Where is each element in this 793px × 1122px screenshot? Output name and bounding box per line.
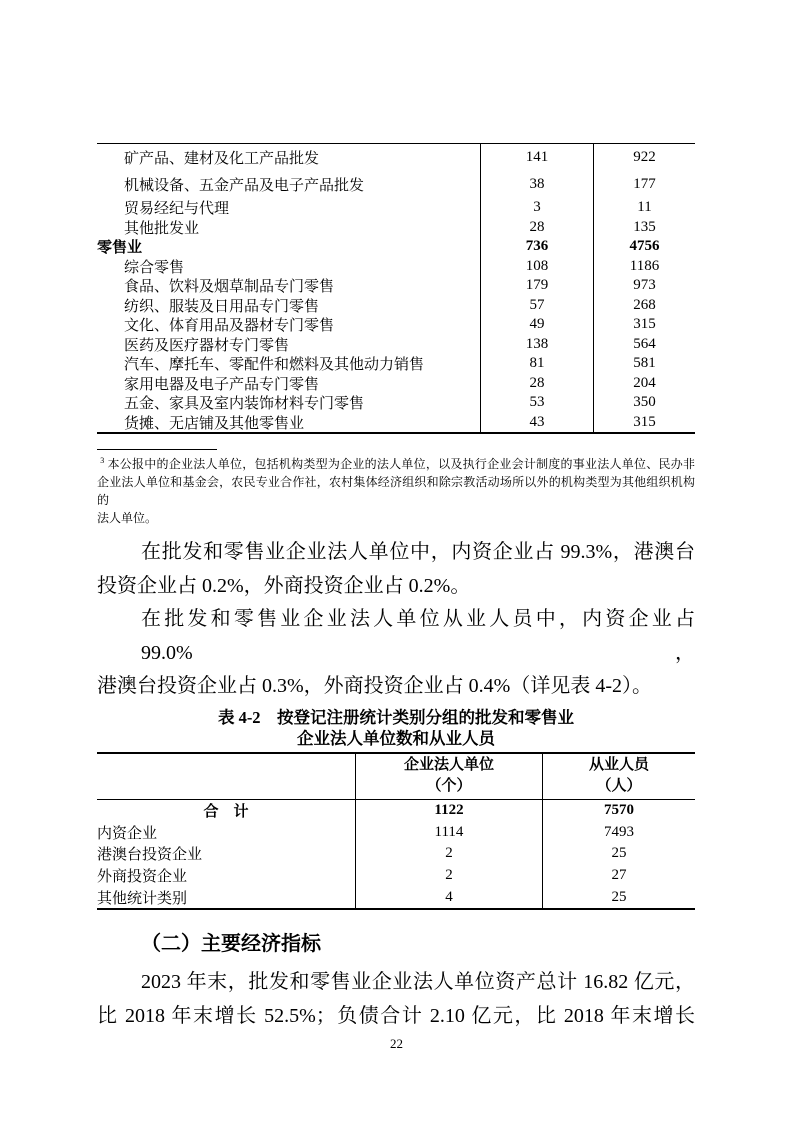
body-paragraph — [97, 966, 695, 1033]
body-paragraph — [97, 603, 695, 704]
page-content — [97, 143, 695, 1033]
footnote-line: 法人单位。 — [97, 511, 158, 525]
row-label: 外商投资企业 — [97, 869, 188, 886]
table-header-row — [97, 754, 695, 800]
header-empty-cell — [97, 754, 355, 799]
units-cell: 38 — [480, 171, 593, 198]
page-number: 22 — [390, 1036, 403, 1051]
units-cell: 57 — [480, 296, 593, 316]
table-row — [97, 144, 695, 171]
table-row — [97, 887, 695, 909]
persons-cell: 4756 — [593, 237, 695, 257]
units-cell: 49 — [480, 315, 593, 335]
persons-cell: 177 — [593, 171, 695, 198]
paragraph-line: 2023 年末，批发和零售业企业法人单位资产总计 16.82 亿元， — [141, 971, 695, 994]
persons-cell: 922 — [593, 144, 695, 171]
row-label: 综合零售 — [124, 259, 185, 276]
units-cell: 53 — [480, 393, 593, 413]
table-row — [97, 335, 695, 355]
units-cell: 4 — [355, 887, 542, 909]
units-cell: 1114 — [355, 821, 542, 843]
paragraph-line: 投资企业占 0.2%，外商投资企业占 0.2%。 — [97, 574, 471, 597]
row-label: 内资企业 — [97, 825, 158, 842]
units-cell: 1122 — [355, 800, 542, 822]
paragraph-line: 在批发和零售业企业法人单位中，内资企业占 99.3%，港澳台 — [141, 541, 695, 563]
header-text: 从业人员 — [588, 757, 649, 773]
paragraph-line: 比 2018 年末增长 52.5%；负债合计 2.10 亿元，比 2018 年末增长 — [97, 1004, 695, 1027]
header-text: （人） — [596, 778, 642, 794]
table-row-retail-total — [97, 237, 695, 257]
table-row — [97, 218, 695, 238]
row-label: 货摊、无店铺及其他零售业 — [124, 415, 305, 432]
persons-cell: 135 — [593, 218, 695, 238]
header-text: 企业法人单位 — [403, 757, 494, 773]
row-label: 贸易经纪与代理 — [124, 201, 230, 218]
table-row — [97, 413, 695, 433]
footnote — [97, 452, 695, 527]
table-row — [97, 374, 695, 394]
row-label: 纺织、服装及日用品专门零售 — [124, 298, 320, 315]
row-label: 医药及医疗器材专门零售 — [124, 337, 290, 354]
table-row — [97, 843, 695, 865]
row-label: 零售业 — [97, 240, 143, 257]
body-paragraph — [97, 536, 695, 603]
table-row — [97, 296, 695, 316]
persons-cell: 973 — [593, 276, 695, 296]
persons-cell: 350 — [593, 393, 695, 413]
table-4-2-title — [97, 707, 695, 750]
persons-cell: 315 — [593, 315, 695, 335]
header-text: （个） — [426, 778, 472, 794]
industry-table — [97, 143, 695, 434]
units-cell: 736 — [480, 237, 593, 257]
units-cell: 108 — [480, 257, 593, 277]
units-cell: 141 — [480, 144, 593, 171]
row-label: 其他批发业 — [124, 220, 200, 237]
row-label: 文化、体育用品及器材专门零售 — [124, 318, 335, 335]
footnote-text: 本公报中的企业法人单位，包括机构类型为企业的法人单位，以及执行企业会计制度的事业法人单位、民办非 — [107, 457, 695, 471]
persons-cell: 581 — [593, 354, 695, 374]
persons-cell: 315 — [593, 413, 695, 433]
persons-cell: 25 — [542, 843, 695, 865]
table-row — [97, 393, 695, 413]
paragraph-line: 在批发和零售业企业法人单位从业人员中，内资企业占 99.0%， — [141, 608, 695, 664]
persons-cell: 7493 — [542, 821, 695, 843]
section-heading: （二）主要经济指标 — [141, 933, 321, 956]
units-cell: 2 — [355, 843, 542, 865]
row-label: 家用电器及电子产品专门零售 — [124, 376, 320, 393]
table-row — [97, 354, 695, 374]
table-title-line: 表 4-2 按登记注册统计类别分组的批发和零售业 — [217, 707, 575, 727]
units-cell: 179 — [480, 276, 593, 296]
paragraph-line: 港澳台投资企业占 0.3%，外商投资企业占 0.4%（详见表 4-2）。 — [97, 675, 652, 697]
row-label: 港澳台投资企业 — [97, 847, 203, 864]
table-title-line: 企业法人单位数和从业人员 — [297, 729, 495, 748]
table-row-total — [97, 800, 695, 822]
units-cell: 43 — [480, 413, 593, 433]
row-label: 合 计 — [203, 803, 249, 820]
table-row — [97, 198, 695, 218]
persons-cell: 268 — [593, 296, 695, 316]
units-cell: 138 — [480, 335, 593, 355]
table-row — [97, 257, 695, 277]
row-label: 汽车、摩托车、零配件和燃料及其他动力销售 — [124, 357, 425, 374]
header-persons-cell — [542, 754, 695, 799]
footnote-separator — [97, 449, 217, 450]
persons-cell: 27 — [542, 865, 695, 887]
row-label: 其他统计类别 — [97, 891, 188, 908]
persons-cell: 204 — [593, 374, 695, 394]
persons-cell: 11 — [593, 198, 695, 218]
table-row — [97, 315, 695, 335]
row-label: 机械设备、五金产品及电子产品批发 — [124, 178, 365, 194]
table-4-2 — [97, 752, 695, 911]
table-row — [97, 276, 695, 296]
persons-cell: 25 — [542, 887, 695, 909]
row-label: 五金、家具及室内装饰材料专门零售 — [124, 396, 365, 413]
row-label: 食品、饮料及烟草制品专门零售 — [124, 279, 335, 296]
table-row — [97, 865, 695, 887]
footnote-line — [97, 452, 695, 473]
row-label: 矿产品、建材及化工产品批发 — [124, 151, 320, 167]
table-row — [97, 171, 695, 198]
header-units-cell — [355, 754, 542, 799]
persons-cell: 1186 — [593, 257, 695, 277]
footnote-line: 企业法人单位和基金会，农民专业合作社，农村集体经济组织和除宗教活动场所以外的机构类型为其他组织机构的 — [97, 475, 695, 507]
units-cell: 2 — [355, 865, 542, 887]
units-cell: 28 — [480, 374, 593, 394]
units-cell: 81 — [480, 354, 593, 374]
persons-cell: 564 — [593, 335, 695, 355]
units-cell: 3 — [480, 198, 593, 218]
units-cell: 28 — [480, 218, 593, 238]
table-row — [97, 821, 695, 843]
footnote-marker: 3 — [100, 456, 105, 465]
persons-cell: 7570 — [542, 800, 695, 822]
